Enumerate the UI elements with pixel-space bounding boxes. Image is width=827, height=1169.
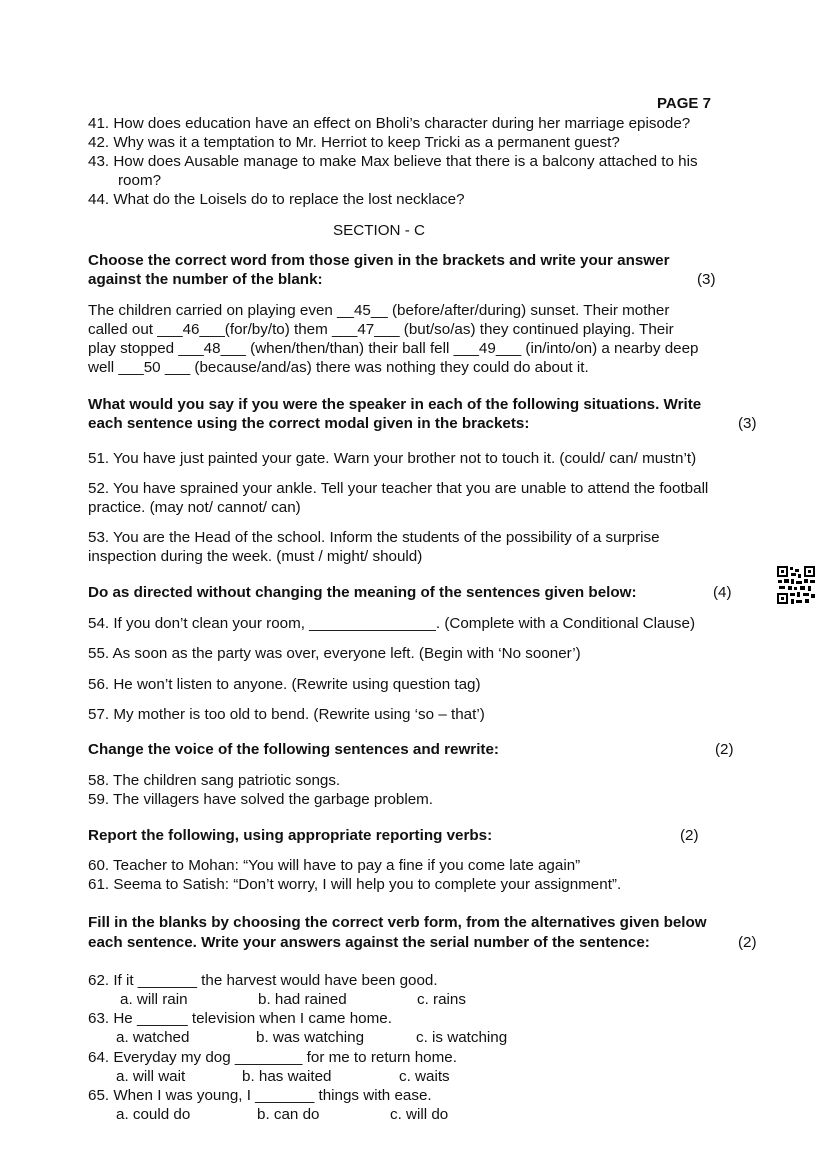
question-56: 56. He won’t listen to anyone. (Rewrite using question tag) [88, 676, 481, 693]
option-b: b. had rained [258, 991, 347, 1008]
modals-instruction: What would you say if you were the speaker in each of the following situations. Write [88, 396, 702, 413]
report-marks: (2) [680, 827, 699, 844]
blanks-instruction: Choose the correct word from those given in the brackets and write your answer [88, 252, 670, 269]
question-43-continued: room? [118, 172, 162, 189]
question-54: 54. If you don’t clean your room, _______________. (Complete with a Conditional Clause) [88, 615, 696, 632]
question-61: 61. Seema to Satish: “Don’t worry, I will help you to complete your assignment”. [88, 876, 622, 893]
question-63: 63. He ______ television when I came home. [88, 1010, 392, 1027]
question-51: 51. You have just painted your gate. Warn your brother not to touch it. (could/ can/ mustn’t) [88, 450, 697, 467]
qr-code-icon [776, 565, 816, 605]
report-instruction: Report the following, using appropriate reporting verbs: [88, 827, 493, 844]
question-42: 42. Why was it a temptation to Mr. Herriot to keep Tricki as a permanent guest? [88, 134, 620, 151]
page-number: PAGE 7 [657, 95, 711, 112]
blanks-instruction-continued: against the number of the blank: [88, 271, 323, 288]
modals-instruction-continued: each sentence using the correct modal given in the brackets: [88, 415, 530, 432]
passage-line: well ___50 ___ (because/and/as) there was nothing they could do about it. [88, 359, 589, 376]
section-title: SECTION - C [333, 222, 425, 239]
option-c: c. is watching [416, 1029, 508, 1046]
question-53-continued: inspection during the week. (must / might/ should) [88, 548, 423, 565]
question-64: 64. Everyday my dog ________ for me to return home. [88, 1049, 457, 1066]
option-b: b. has waited [242, 1068, 332, 1085]
question-60: 60. Teacher to Mohan: “You will have to pay a fine if you come late again” [88, 857, 581, 874]
question-62: 62. If it _______ the harvest would have been good. [88, 972, 438, 989]
question-43: 43. How does Ausable manage to make Max believe that there is a balcony attached to his [88, 153, 698, 170]
question-59: 59. The villagers have solved the garbage problem. [88, 791, 434, 808]
blanks-marks: (3) [697, 271, 716, 288]
option-a: a. will wait [116, 1068, 186, 1085]
voice-marks: (2) [715, 741, 734, 758]
question-53: 53. You are the Head of the school. Inform the students of the possibility of a surprise [88, 529, 660, 546]
option-c: c. rains [417, 991, 466, 1008]
question-41: 41. How does education have an effect on Bholi’s character during her marriage episode? [88, 115, 691, 132]
option-a: a. will rain [120, 991, 188, 1008]
question-57: 57. My mother is too old to bend. (Rewrite using ‘so – that’) [88, 706, 485, 723]
verbs-instruction-continued: each sentence. Write your answers against the serial number of the sentence: [88, 934, 650, 951]
directed-marks: (4) [713, 584, 732, 601]
question-55: 55. As soon as the party was over, everyone left. (Begin with ‘No sooner’) [88, 645, 581, 662]
question-65: 65. When I was young, I _______ things with ease. [88, 1087, 432, 1104]
passage-line: play stopped ___48___ (when/then/than) their ball fell ___49___ (in/into/on) a nearby deep [88, 340, 699, 357]
option-b: b. was watching [256, 1029, 365, 1046]
option-c: c. waits [399, 1068, 450, 1085]
option-a: a. watched [116, 1029, 190, 1046]
directed-instruction: Do as directed without changing the meaning of the sentences given below: [88, 584, 637, 601]
question-52-continued: practice. (may not/ cannot/ can) [88, 499, 301, 516]
option-b: b. can do [257, 1106, 320, 1123]
verbs-instruction: Fill in the blanks by choosing the correct verb form, from the alternatives given below [88, 914, 707, 931]
voice-instruction: Change the voice of the following sentences and rewrite: [88, 741, 499, 758]
modals-marks: (3) [738, 415, 757, 432]
passage-line: called out ___46___(for/by/to) them ___47___ (but/so/as) they continued playing. Their [88, 321, 674, 338]
option-c: c. will do [390, 1106, 449, 1123]
passage-line: The children carried on playing even __45__ (before/after/during) sunset. Their mother [88, 302, 670, 319]
option-a: a. could do [116, 1106, 191, 1123]
verbs-marks: (2) [738, 934, 757, 951]
question-52: 52. You have sprained your ankle. Tell your teacher that you are unable to attend the football [88, 480, 709, 497]
question-58: 58. The children sang patriotic songs. [88, 772, 341, 789]
question-44: 44. What do the Loisels do to replace the lost necklace? [88, 191, 465, 208]
